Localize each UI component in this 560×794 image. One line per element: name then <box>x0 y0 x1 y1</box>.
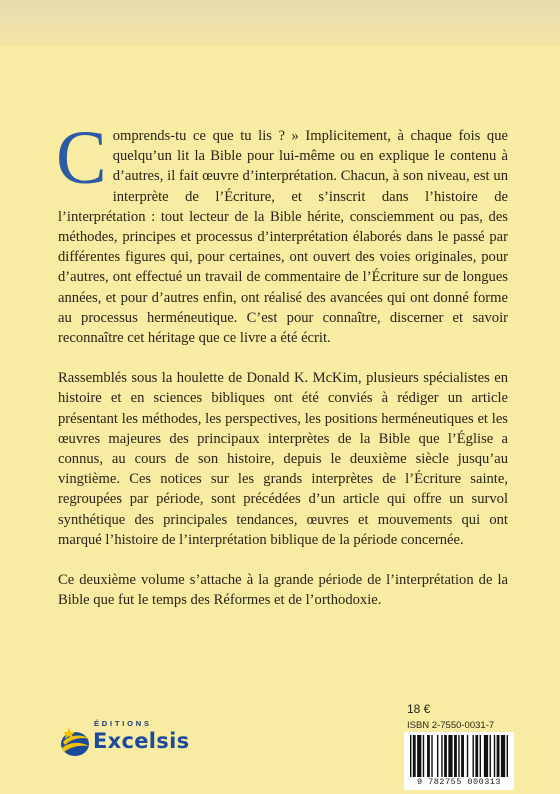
paragraph-1 <box>56 116 508 348</box>
logo-editions-text: ÉDITIONS <box>94 719 152 728</box>
barcode-box <box>404 732 514 790</box>
isbn-label: ISBN 2-7550-0031-7 <box>407 720 495 731</box>
paragraph-3: Ce deuxième volume s’attache à la grande période de l’interprétation de la Bible que fut le temps des Réformes et de l’orthodoxie. <box>58 572 508 609</box>
top-band <box>0 0 560 46</box>
barcode-image <box>410 735 508 777</box>
back-cover-text <box>56 116 508 610</box>
logo-excelsis-text: Excelsis <box>93 729 190 753</box>
paragraph-1-text: omprends-tu ce que tu lis ? » Implicitement, à chaque fois que quelqu’un lit la Bible pour lui-même ou en explique le contenu à d’autres, il fait œuvre d’interprétation. Chacun, à son niveau, est un interprète de l’Écriture, et s’inscrit dans l’histoire de l’interprétation : tout lecteur de la Bible hérite, consciemment ou pas, des méthodes, principes et processus d’interprétation élaborés dans le passé par différentes figures qui, pour certaines, ont ouvert des voies originales, pour d’autres, ont effectué un travail de commentaire de l’Écriture sur de longues années, et pour d’autres enfin, ont réalisé des avancées qui ont donné forme au processus herméneutique. C’est pour connaître, discerner et savoir reconnaître cet héritage que ce livre a été écrit. <box>58 128 508 347</box>
paragraph-2: Rassemblés sous la houlette de Donald K. McKim, plusieurs spécialistes en histoire et en sciences bibliques ont été conviés à rédiger un article présentant les méthodes, les perspectives, les positions herméneutiques et les œuvres majeures des principaux interprètes de la Bible que l’Église a connus, au cours de son histoire, depuis le deuxième siècle jusqu’au vingtième. Ces notices sur les grands interprètes de l’Écriture sainte, regroupées par période, sont précédées d’un article qui offre un survol synthétique des principales tendances, œuvres et mouvements qui ont marqué l’histoire de l’interprétation biblique de la période concernée. <box>58 370 508 548</box>
barcode-number: 9 782755 000313 <box>416 777 501 787</box>
excelsis-logo-icon <box>60 724 92 760</box>
price-label: 18 € <box>407 702 431 716</box>
drop-cap: C <box>56 116 107 200</box>
publisher-logo <box>60 718 210 764</box>
